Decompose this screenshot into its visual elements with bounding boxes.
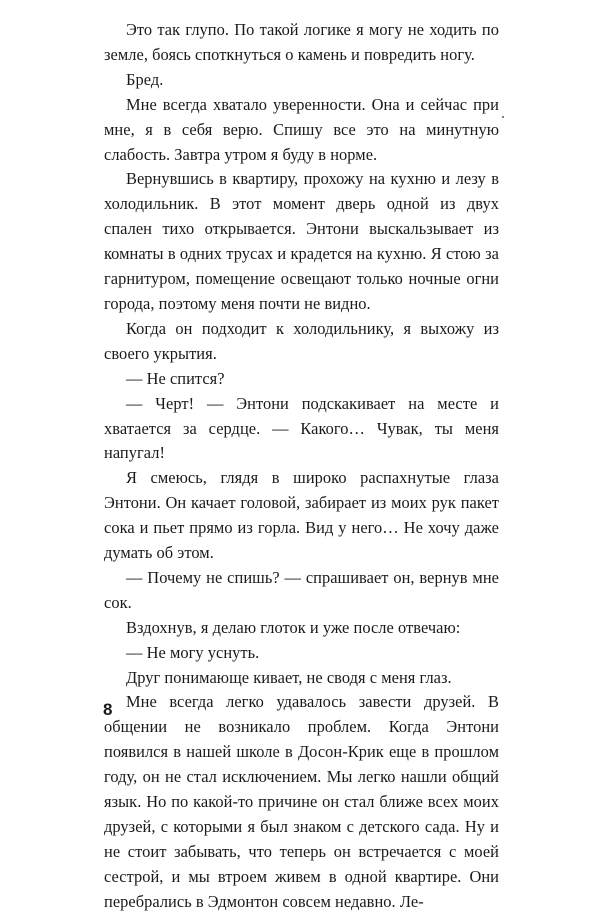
paragraph: Когда он подходит к холодильнику, я выхожу из своего укрытия. <box>104 318 499 363</box>
paragraph: Вздохнув, я делаю глоток и уже после отвечаю: <box>126 617 461 637</box>
print-speck <box>502 116 504 118</box>
paragraph: Это так глупо. По такой логике я могу не ходить по земле, боясь споткнуться о камень и повредить ногу. <box>104 20 499 64</box>
paragraph: Бред. <box>126 69 164 89</box>
paragraph: Мне всегда легко удавалось завести друзей. В общении не возникало проблем. Когда Энтони появился в нашей школе в Досон-Крик еще в прошлом году, он не стал исключением. Мы легко нашли общий язык. Но по какой-то причине он стал ближе всех моих друзей, с которыми я был знаком с детского сада. Ну и не стоит забывать, что теперь он встречается с моей сестрой, и мы втроем живем в одной квартире. Они перебрались в Эдмонтон совсем недавно. Ле- <box>104 692 499 911</box>
dialogue-line: — Черт! — Энтони подскакивает на месте и хватается за сердце. — Какого… Чувак, ты меня напугал! <box>104 393 499 463</box>
body-text <box>104 18 499 915</box>
paragraph: Мне всегда хватало уверенности. Она и сейчас при мне, я в себя верю. Спишу все это на минутную слабость. Завтра утром я буду в норме. <box>104 94 499 164</box>
dialogue-line: — Почему не спишь? — спрашивает он, вернув мне сок. <box>104 567 499 612</box>
page-number: 8 <box>103 700 113 719</box>
dialogue-line: — Не могу уснуть. <box>126 642 260 662</box>
paragraph: Друг понимающе кивает, не сводя с меня глаз. <box>126 667 452 687</box>
paragraph: Вернувшись в квартиру, прохожу на кухню и лезу в холодильник. В этот момент дверь одной из двух спален тихо открывается. Энтони выскальзывает из комнаты в одних трусах и крадется на кухню. Я стою за гарнитуром, помещение освещают только ночные огни города, поэтому меня почти не видно. <box>104 169 499 313</box>
paragraph: Я смеюсь, глядя в широко распахнутые глаза Энтони. Он качает головой, забирает из моих рук пакет сока и пьет прямо из горла. Вид у него… Не хочу даже думать об этом. <box>104 468 499 563</box>
dialogue-line: — Не спится? <box>126 368 225 388</box>
